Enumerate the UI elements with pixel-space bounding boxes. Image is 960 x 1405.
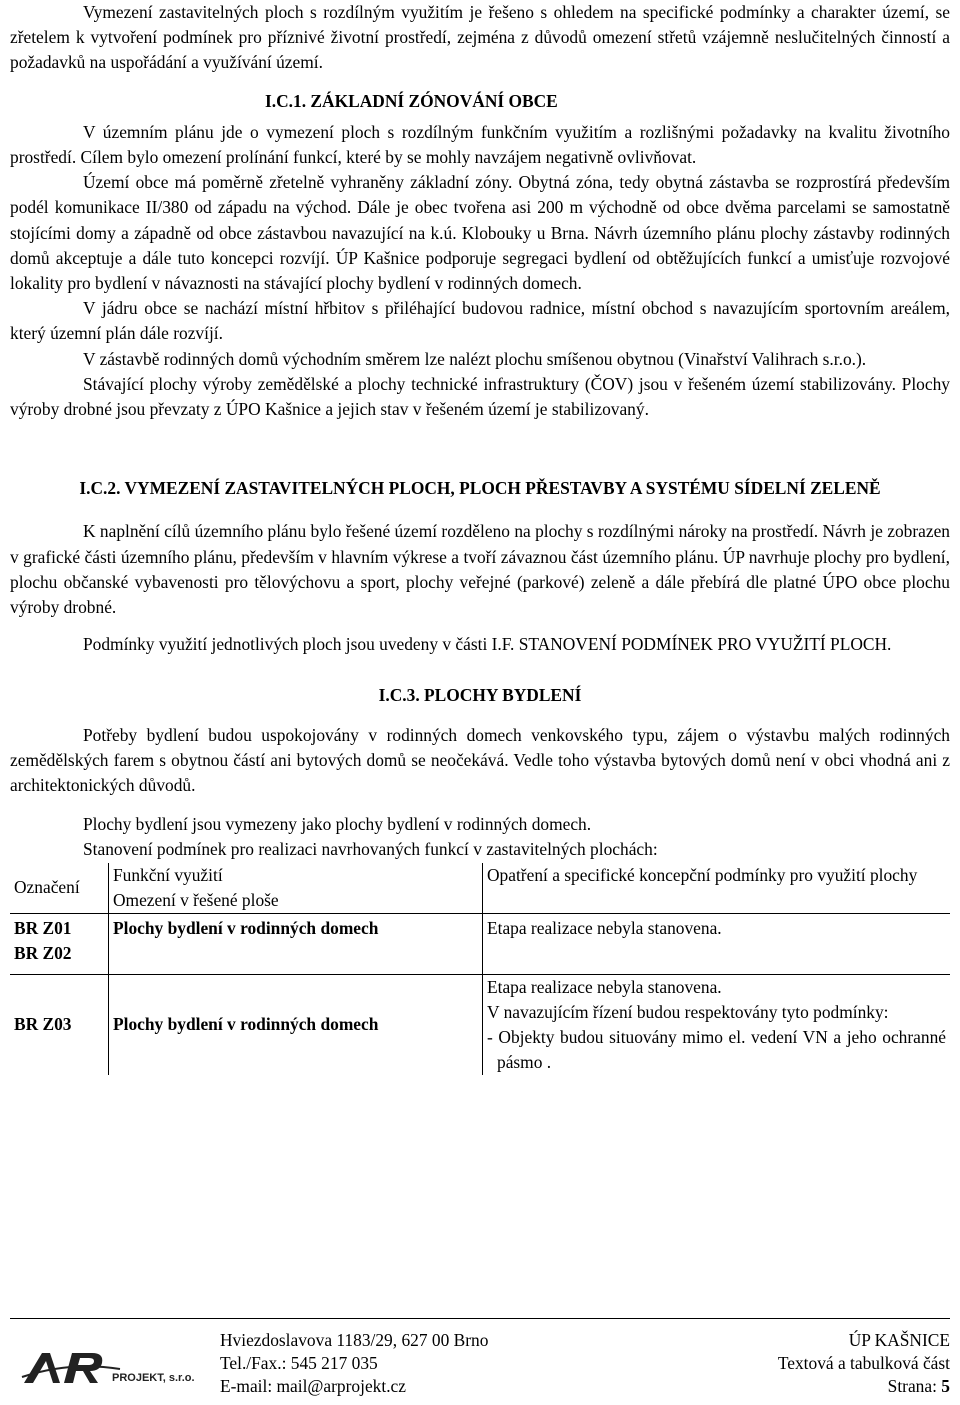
ar-projekt-logo	[20, 1347, 210, 1387]
section-1-paragraph-3: V jádru obce se nachází místní hřbitov s přiléhající budovou radnice, místní obchod s navazujícím sportovním areálem, který územní plán dále rozvíjí.	[10, 298, 950, 344]
section-2-paragraph-2: Podmínky využití jednotlivých ploch jsou uvedeny v části I.F. STANOVENÍ PODMÍNEK PRO VYUŽITÍ PLOCH.	[83, 634, 892, 655]
section-2-heading: I.C.2. VYMEZENÍ ZASTAVITELNÝCH PLOCH, PLOCH PŘESTAVBY A SYSTÉMU SÍDELNÍ ZELENĚ	[79, 478, 881, 499]
row-use: Plochy bydlení v rodinných domech	[109, 974, 483, 1075]
condition-line: V navazujícím řízení budou respektovány tyto podmínky:	[487, 1001, 889, 1022]
footer-tel: Tel./Fax.: 545 217 035	[220, 1353, 378, 1373]
intro-paragraph: Vymezení zastavitelných ploch s rozdílným využitím je řešeno s ohledem na specifické podmínky a charakter území, se zřetelem k vytvoření podmínek pro příznivé životní prostředí, zejména z důvodů omezení střetů vzájemně neslučitelných činností a požadavků na uspořádání a využívání území.	[10, 2, 950, 73]
condition-line: Etapa realizace nebyla stanovena.	[487, 976, 722, 997]
page-footer	[10, 1318, 950, 1399]
section-3-paragraph-2: Plochy bydlení jsou vymezeny jako plochy bydlení v rodinných domech.	[83, 814, 592, 835]
row-condition: Etapa realizace nebyla stanovena.	[483, 913, 951, 974]
header-omezeni: Omezení v řešené ploše	[113, 889, 279, 910]
table-row	[10, 913, 950, 974]
section-1-heading: I.C.1. ZÁKLADNÍ ZÓNOVÁNÍ OBCE	[265, 90, 558, 111]
page-number: 5	[941, 1376, 950, 1396]
footer-page	[778, 1375, 950, 1398]
section-1-paragraph-5: Stávající plochy výroby zemědělské a plochy technické infrastruktury (ČOV) jsou v řešeném území stabilizovány. Plochy výroby drobné jsou převzaty z ÚPO Kašnice a jejich stav v řešeném území je stabilizovaný.	[10, 373, 950, 420]
logo-text: PROJEKT, s.r.o.	[112, 1372, 195, 1384]
header-funkcni-omezeni	[109, 863, 483, 914]
row-ids	[10, 974, 109, 1075]
row-ids	[10, 913, 109, 974]
header-oznaceni: Označení	[10, 863, 109, 914]
section-3-paragraph-1: Potřeby bydlení budou uspokojovány v rodinných domech venkovského typu, zájem o výstavbu malých rodinných zemědělských farem s obytnou částí ani bytových domů se neočekává. Vedle toho výstavba bytových domů není v obci vhodná ani z architektonických důvodů.	[10, 724, 950, 796]
footer-contact	[220, 1329, 488, 1398]
page-label: Strana:	[887, 1376, 937, 1396]
footer-project: ÚP KAŠNICE	[848, 1330, 950, 1350]
section-1-paragraph-2: Území obce má poměrně zřetelně vyhraněny základní zóny. Obytná zóna, tedy obytná zástavba se rozprostírá především podél komunikace II/380 od západu na východ. Dále je obec tvořena asi 200 m východně od obce dvěma parcelami se samostatně stojícími domy a západně od obce zástavbou navazující na k.ú. Klobouky u Brna. Návrh územního plánu plochy zástavby rodinných domů akceptuje a dále tuto koncepci rozvíjí. ÚP Kašnice podporuje segregaci bydlení od obtěžujících funkcí a umisťuje rozvojové lokality pro bydlení v návaznosti na stávající plochy bydlení v rodinných domech.	[10, 172, 950, 294]
section-3-heading: I.C.3. PLOCHY BYDLENÍ	[378, 685, 582, 706]
footer-address: Hviezdoslavova 1183/29, 627 00 Brno	[220, 1330, 489, 1350]
row-condition	[483, 974, 951, 1075]
section-2-paragraph-1: K naplnění cílů územního plánu bylo řešené území rozděleno na plochy s rozdílnými nároky na prostředí. Návrh je zobrazen v grafické části územního plánu, především v hlavním výkrese a tvoří závaznou část územního plánu. ÚP navrhuje plochy pro bydlení, plochu občanské vybavenosti pro tělovýchovu a sport, plochy veřejné (parkové) zeleně a dále přebírá dle platné ÚPO obce plochu výroby drobné.	[10, 521, 950, 618]
table-row	[10, 974, 950, 1075]
row-id: BR Z03	[14, 1014, 72, 1035]
header-funkcni: Funkční využití	[113, 864, 223, 885]
table-header-row	[10, 863, 950, 914]
footer-email: E-mail: mail@arprojekt.cz	[220, 1376, 406, 1396]
footer-part: Textová a tabulková část	[777, 1353, 950, 1373]
footer-document-info	[778, 1329, 950, 1398]
row-use: Plochy bydlení v rodinných domech	[109, 913, 483, 974]
section-1-paragraph-4: V zástavbě rodinných domů východním směrem lze nalézt plochu smíšenou obytnou (Vinařství Valihrach s.r.o.).	[83, 348, 867, 369]
row-id: BR Z01	[14, 917, 72, 938]
header-opatreni: Opatření a specifické koncepční podmínky pro využití plochy	[487, 864, 918, 885]
section-3-paragraph-3: Stanovení podmínek pro realizaci navrhovaných funkcí v zastavitelných plochách:	[83, 839, 658, 860]
document-page	[10, 0, 950, 1075]
section-1-paragraph-1: V územním plánu jde o vymezení ploch s rozdílným funkčním využitím a rozlišnými požadavky na kvalitu životního prostředí. Cílem bylo omezení prolínání funkcí, které by se mohly navzájem negativně ovlivňovat.	[10, 121, 950, 168]
row-id: BR Z02	[14, 942, 72, 963]
conditions-table	[10, 863, 950, 1075]
condition-bullet: - Objekty budou situovány mimo el. vedení VN a jeho ochranné pásmo .	[487, 1026, 946, 1072]
